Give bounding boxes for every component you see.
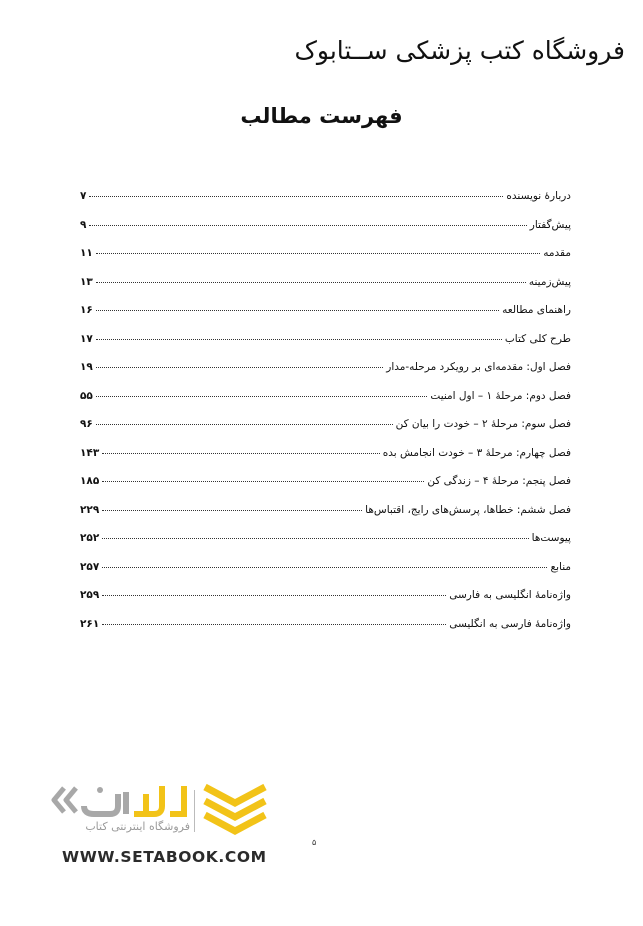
- toc-entry-label: فصل پنجم: مرحلۀ ۴ – زندگی کن: [427, 475, 571, 487]
- store-title: فروشگاه کتب پزشکی ســتابوک: [294, 36, 625, 65]
- toc-list: [80, 182, 571, 638]
- toc-entry[interactable]: [80, 610, 571, 639]
- toc-entry[interactable]: [80, 239, 571, 268]
- toc-entry-page: ۱۹: [80, 361, 93, 373]
- toc-entry-page: ۹۶: [80, 418, 93, 430]
- toc-entry-label: واژه‌نامۀ فارسی به انگلیسی: [449, 617, 571, 630]
- toc-entry-page: ۱۸۵: [80, 475, 100, 487]
- toc-leader-dots: [96, 253, 540, 254]
- toc-entry[interactable]: [80, 211, 571, 240]
- toc-leader-dots: [102, 481, 424, 482]
- toc-entry-label: فصل چهارم: مرحلۀ ۳ – خودت انجامش بده: [382, 446, 571, 459]
- toc-entry-page: ۱۴۳: [80, 446, 100, 459]
- toc-entry-label: دربارۀ نویسنده: [506, 190, 571, 202]
- toc-entry-label: فصل ششم: خطاها، پرسش‌های رایج، اقتباس‌ها: [365, 503, 571, 516]
- toc-entry-label: پیوست‌ها: [531, 532, 571, 544]
- toc-entry-label: منابع: [550, 560, 571, 573]
- toc-entry[interactable]: [80, 325, 571, 354]
- toc-leader-dots: [96, 282, 526, 283]
- toc-entry-page: ۲۵۹: [80, 589, 100, 601]
- book-stack-icon: [201, 783, 269, 839]
- toc-leader-dots: [102, 538, 528, 539]
- toc-leader-dots: [102, 595, 446, 596]
- logo-divider: [194, 790, 195, 832]
- toc-entry-page: ۲۶۱: [80, 617, 100, 630]
- toc-entry-label: پیش‌گفتار: [529, 218, 571, 231]
- toc-entry-page: ۷: [80, 190, 87, 202]
- toc-entry-page: ۵۵: [80, 389, 93, 402]
- toc-entry-label: مقدمه: [543, 247, 571, 259]
- toc-entry-page: ۲۵۷: [80, 560, 100, 573]
- toc-entry-page: ۲۲۹: [80, 503, 100, 516]
- brand-wordmark: [50, 780, 190, 820]
- brand-tagline: فروشگاه اینترنتی کتاب: [85, 820, 190, 833]
- toc-entry[interactable]: [80, 382, 571, 411]
- toc-entry-page: ۲۵۲: [80, 532, 100, 544]
- toc-entry-label: پیش‌زمینه: [528, 275, 571, 288]
- toc-leader-dots: [89, 225, 526, 226]
- toc-entry-page: ۱۷: [80, 332, 93, 345]
- toc-entry-page: ۹: [80, 218, 87, 231]
- toc-entry-label: فصل دوم: مرحلۀ ۱ – اول امنیت: [430, 389, 571, 402]
- toc-leader-dots: [102, 624, 446, 625]
- toc-entry-label: فصل سوم: مرحلۀ ۲ – خودت را بیان کن: [395, 418, 571, 430]
- toc-entry-label: طرح کلی کتاب: [504, 332, 571, 345]
- toc-leader-dots: [102, 453, 380, 454]
- toc-entry[interactable]: [80, 353, 571, 382]
- toc-entry-label: واژه‌نامۀ انگلیسی به فارسی: [449, 589, 571, 601]
- toc-entry-page: ۱۱: [80, 247, 93, 259]
- toc-leader-dots: [96, 424, 393, 425]
- toc-entry[interactable]: [80, 553, 571, 582]
- toc-leader-dots: [96, 367, 383, 368]
- toc-entry[interactable]: [80, 410, 571, 439]
- toc-leader-dots: [96, 339, 502, 340]
- toc-entry-label: راهنمای مطالعه: [502, 304, 571, 316]
- toc-entry[interactable]: [80, 524, 571, 553]
- website-url[interactable]: WWW.SETABOOK.COM: [62, 848, 267, 866]
- toc-entry-page: ۱۳: [80, 275, 93, 288]
- toc-leader-dots: [89, 196, 503, 197]
- setabook-logo-icon: [50, 780, 190, 820]
- toc-entry[interactable]: [80, 496, 571, 525]
- toc-heading: فهرست مطالب: [240, 104, 403, 128]
- toc-entry[interactable]: [80, 467, 571, 496]
- toc-entry[interactable]: [80, 439, 571, 468]
- toc-leader-dots: [96, 310, 499, 311]
- toc-entry[interactable]: [80, 581, 571, 610]
- toc-leader-dots: [96, 396, 428, 397]
- toc-leader-dots: [102, 567, 547, 568]
- toc-entry-label: فصل اول: مقدمه‌ای بر رویکرد مرحله-مدار: [386, 361, 571, 373]
- toc-entry[interactable]: [80, 296, 571, 325]
- toc-leader-dots: [102, 510, 362, 511]
- toc-entry[interactable]: [80, 268, 571, 297]
- toc-entry-page: ۱۶: [80, 304, 93, 316]
- toc-entry[interactable]: [80, 182, 571, 211]
- page-number: ۵: [312, 838, 317, 847]
